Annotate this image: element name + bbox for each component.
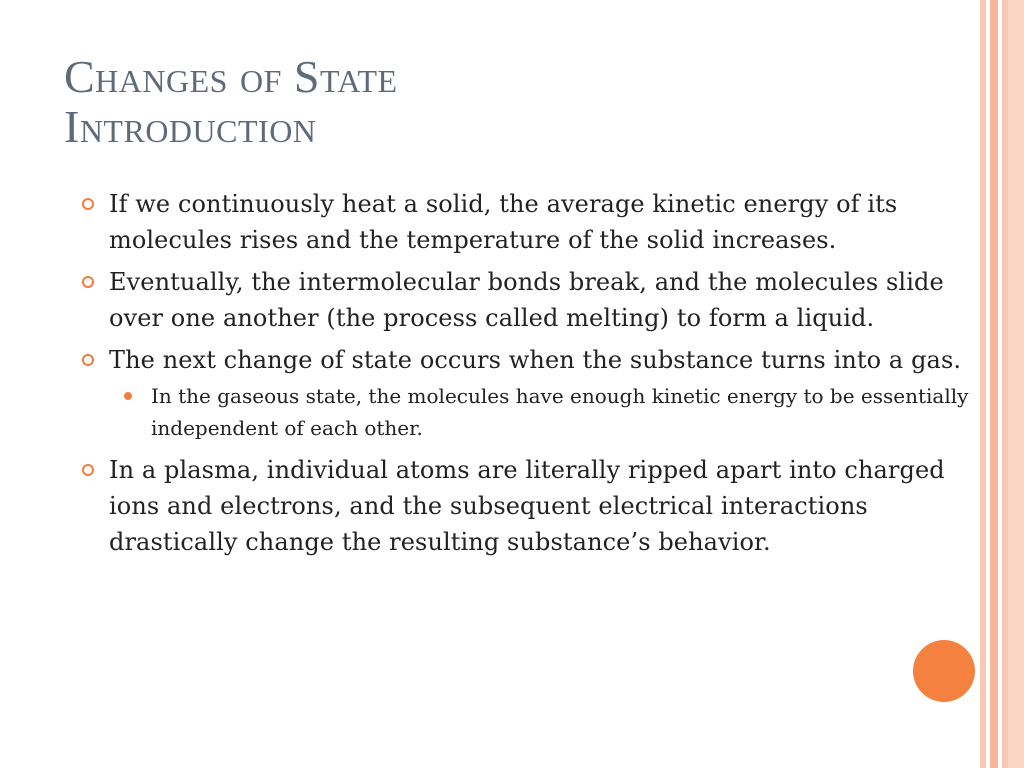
decorative-circle xyxy=(913,640,975,702)
bullet-text: Eventually, the intermolecular bonds break, and the molecules slide over one another (the process called melting) to form a liquid. xyxy=(109,268,944,332)
bullet-ring-icon xyxy=(82,354,94,366)
bullet-ring-icon xyxy=(82,276,94,288)
bullet-item xyxy=(82,186,987,258)
bullet-item xyxy=(82,264,987,336)
bullet-item xyxy=(82,342,987,378)
bullet-text: If we continuously heat a solid, the average kinetic energy of its molecules rises and the temperature of the solid increases. xyxy=(109,190,898,254)
bullet-ring-icon xyxy=(82,464,94,476)
decorative-stripe xyxy=(990,0,998,768)
title-line-1: Changes of State xyxy=(64,51,398,102)
bullet-ring-icon xyxy=(82,198,94,210)
bullet-text: In a plasma, individual atoms are literally ripped apart into charged ions and electrons, and the subsequent electrical interactions drastically change the resulting substance’s behavior. xyxy=(109,456,945,556)
slide-body xyxy=(82,186,987,566)
bullet-item xyxy=(82,452,987,560)
sub-bullet-text: In the gaseous state, the molecules have enough kinetic energy to be essentially independent of each other. xyxy=(151,384,969,440)
slide-title xyxy=(64,52,944,152)
sub-bullet-item xyxy=(124,380,987,444)
title-line-2: Introduction xyxy=(64,101,317,152)
bullet-text: The next change of state occurs when the substance turns into a gas. xyxy=(109,346,962,374)
decorative-stripe xyxy=(1008,0,1024,768)
bullet-dot-icon xyxy=(124,392,132,400)
